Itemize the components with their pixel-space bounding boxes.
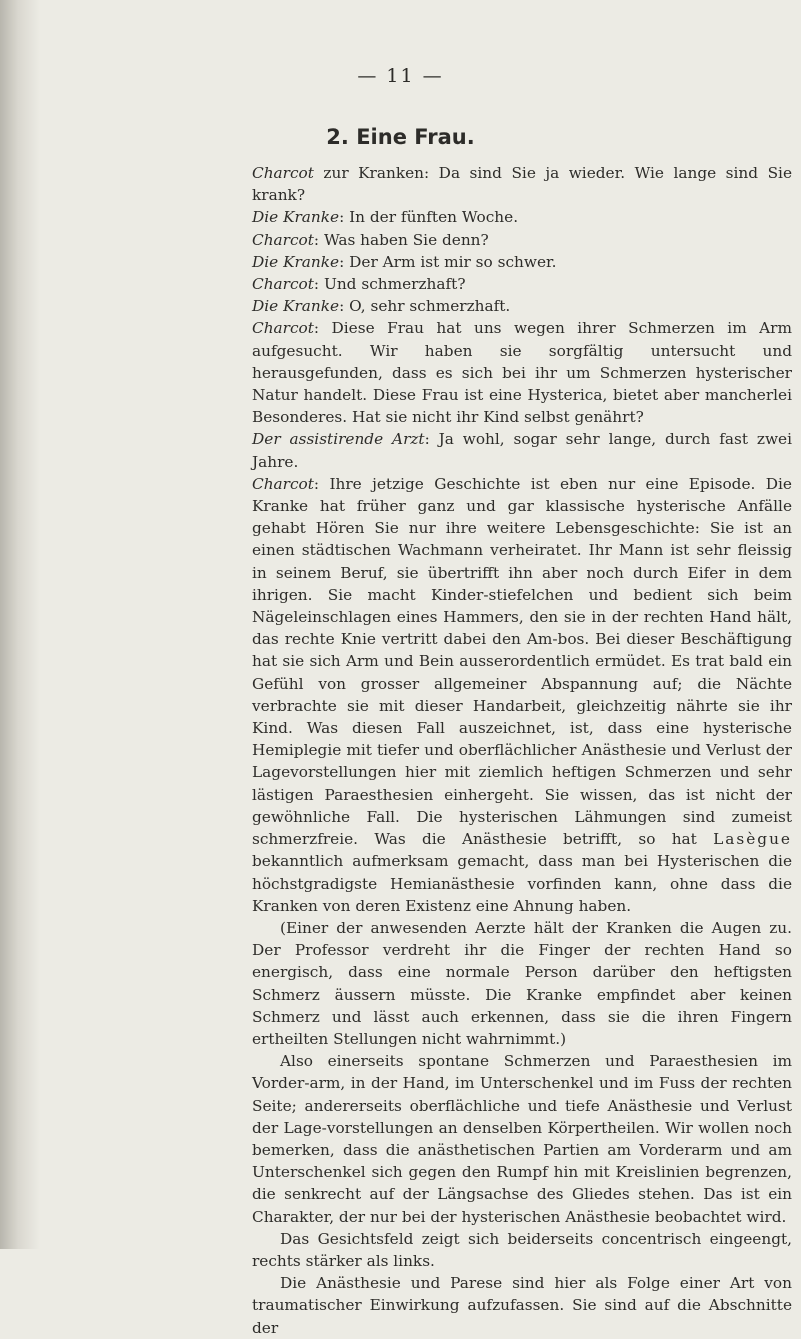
dialogue-line: [252, 295, 792, 317]
speaker-suffix: :: [313, 474, 320, 493]
paragraph: (Einer der anwesenden Aerzte hält der Kranken die Augen zu. Der Professor verdreht ihr die Finger der rechten Hand so energisch, dass eine normale Person darüber den heftigsten Schmerz äussern müsste. Die Kranke empfindet aber keinen Schmerz und lässt auch erkennen, dass sie die ihren Fingern ertheilten Stellungen nicht wahrnimmt.): [252, 918, 792, 1048]
dialogue-text: In der fünften Woche.: [344, 208, 519, 227]
paragraph: Das Gesichtsfeld zeigt sich beiderseits concentrisch eingeengt, rechts stärker als links.: [252, 1229, 792, 1270]
dialogue-text: Diese Frau hat uns wegen ihrer Schmerzen im Arm aufgesucht. Wir haben sie sorgfältig untersucht und herausgefunden, dass es sich bei ihr um Schmerzen hysterischer Natur handelt. Diese Frau ist eine Hysterica, bietet aber mancherlei Besonderes. Hat sie nicht ihr Kind selbst genährt?: [252, 319, 792, 427]
speaker-suffix: :: [313, 275, 320, 294]
dialogue-text: Was haben Sie denn?: [319, 230, 489, 249]
dialogue-line: [252, 473, 792, 917]
speaker-suffix: zur Kranken:: [313, 164, 430, 182]
speaker-name: Die Kranke: [252, 252, 340, 271]
dialogue-text: O, sehr schmerzhaft.: [344, 297, 511, 316]
speaker-name: Der assistirende Arzt: [252, 430, 425, 449]
speaker-suffix: :: [339, 297, 345, 316]
speaker-suffix: :: [339, 252, 345, 271]
dialogue-line: [252, 428, 792, 472]
page-number: — 11 —: [357, 65, 444, 87]
dialogue-line: [252, 251, 792, 273]
speaker-name: Die Kranke: [252, 297, 340, 316]
paragraph: Die Anästhesie und Parese sind hier als Folge einer Art von traumatischer Einwirkung aufzufassen. Sie sind auf die Abschnitte der: [252, 1274, 792, 1337]
paragraph: Also einerseits spontane Schmerzen und Paraesthesien im Vorder-arm, in der Hand, im Unterschenkel und im Fuss der rechten Seite; andererseits oberflächliche und tiefe Anästhesie und Verlust der Lage-vorstellungen an denselben Körpertheilen. Wir wollen noch bemerken, dass die anästhetischen Partien am Vorderarm und am Unterschenkel sich gegen den Rumpf hin mit Kreislinien begrenzen, die senkrecht auf der Längsachse des Gliedes stehen. Das ist ein Charakter, der nur bei der hysterischen Anästhesie beobachtet wird.: [252, 1052, 792, 1226]
dialogue-text: Da sind Sie ja wieder. Wie lange sind Sie krank?: [252, 164, 792, 205]
page-body: [252, 162, 792, 1339]
speaker-suffix: :: [339, 208, 345, 227]
chapter-title: 2. Eine Frau.: [326, 125, 475, 149]
dialogue-line: [252, 162, 792, 206]
dialogue-line: [252, 273, 792, 295]
speaker-suffix: :: [313, 319, 320, 338]
dialogue-text: Der Arm ist mir so schwer.: [344, 252, 557, 271]
dialogue-text: Und schmerzhaft?: [319, 275, 466, 294]
cited-author-name: Lasègue: [713, 830, 792, 849]
dialogue-line: [252, 229, 792, 251]
dialogue-line: [252, 317, 792, 428]
speaker-name: Charcot: [252, 474, 314, 493]
speaker-name: Charcot: [252, 275, 314, 294]
speaker-suffix: :: [424, 430, 430, 449]
speaker-name: Die Kranke: [252, 208, 340, 227]
dialogue-text: Ja wohl, sogar sehr lange, durch fast zwei Jahre.: [252, 430, 792, 471]
speaker-name: Charcot: [252, 230, 314, 249]
speaker-name: Charcot: [252, 319, 314, 338]
speaker-suffix: :: [313, 230, 320, 249]
speaker-name: Charcot: [252, 164, 314, 182]
dialogue-text: Ihre jetzige Geschichte ist eben nur eine Episode. Die Kranke hat früher ganz und gar klassische hysterische Anfälle gehabt Hören Sie nur ihre weitere Lebensgeschichte: Sie ist an einen städtischen Wachmann verheiratet. Ihr Mann ist sehr fleissig in seinem Beruf, sie übertrifft ihn aber noch durch Eifer in dem ihrigen. Sie macht Kinder-stiefelchen und bedient sich beim Nägeleinschlagen eines Hammers, den sie in der rechten Hand hält, das rechte Knie vertritt dabei den Am-bos. Bei dieser Beschäftigung hat sie sich Arm und Bein ausserordentlich ermüdet. Es trat bald ein Gefühl von grosser allgemeiner Abspannung auf; die Nächte verbrachte sie mit dieser Handarbeit, gleichzeitig nährte sie ihr Kind. Was diesen Fall auszeichnet, ist, dass eine hysterische Hemiplegie mit tiefer und oberflächlicher Anästhesie und Verlust der Lagevorstellungen hier mit ziemlich heftigen Schmerzen und sehr lästigen Paraesthesien einhergeht. Sie wissen, das ist nicht der gewöhnliche Fall. Die hysterischen Lähmungen sind zumeist schmerzfreie. Was die Anästhesie betrifft, so hat: [252, 474, 792, 849]
dialogue-line: [252, 206, 792, 228]
dialogue-text: bekanntlich aufmerksam gemacht, dass man bei Hysterischen die höchstgradigste Hemianästhesie vorfinden kann, ohne dass die Kranken von deren Existenz eine Ahnung haben.: [252, 852, 792, 915]
